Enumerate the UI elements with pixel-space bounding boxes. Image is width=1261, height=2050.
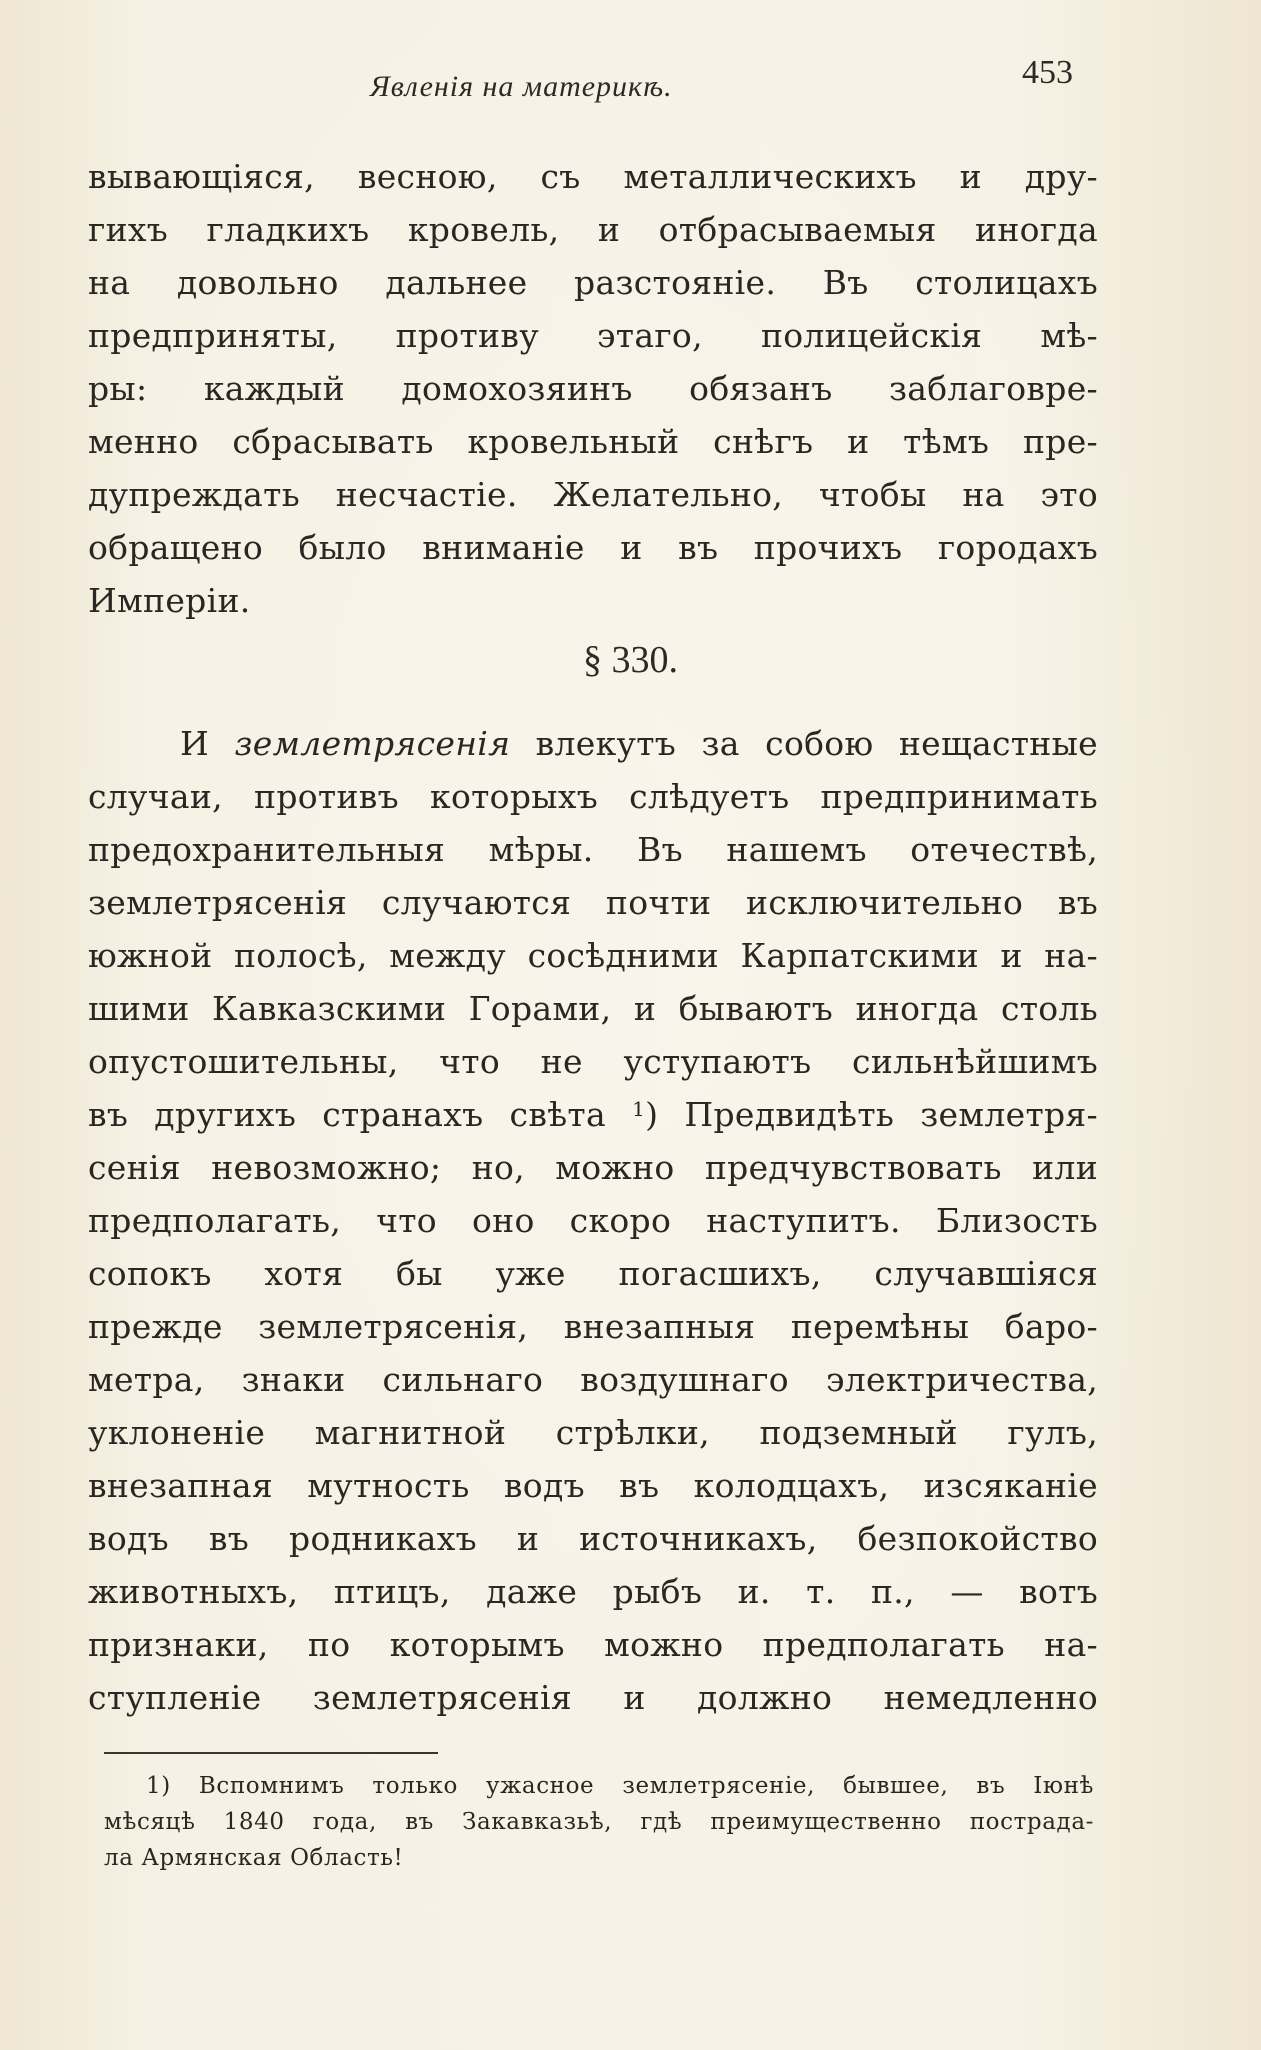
text-line: метра, знаки сильнаго воздушнаго электричества,	[88, 1360, 1098, 1399]
section-heading: § 330.	[583, 639, 678, 681]
text-line: ры: каждый домохозяинъ обязанъ заблаговре-	[88, 369, 1098, 408]
text-line: вывающіяся, весною, съ металлическихъ и дру-	[88, 157, 1098, 196]
line-rest: влекутъ за собою нещастные	[510, 724, 1098, 763]
footnote-line: 1) Вспомнимъ только ужасное землетрясеніе, бывшее, въ Іюнѣ	[146, 1773, 1094, 1799]
text-line-first	[88, 717, 1098, 770]
text-line: Имперіи.	[88, 581, 251, 620]
text-line: предохранительныя мѣры. Въ нашемъ отечествѣ,	[88, 830, 1098, 869]
text-line: животныхъ, птицъ, даже рыбъ и. т. п., — вотъ	[88, 1572, 1098, 1611]
text-line: землетрясенія случаются почти исключительно въ	[88, 883, 1098, 922]
text-line: ступленіе землетрясенія и должно немедленно	[88, 1678, 1098, 1717]
footnote-line: мѣсяцѣ 1840 года, въ Закавказьѣ, гдѣ преимущественно пострада-	[104, 1809, 1094, 1835]
text-line: менно сбрасывать кровельный снѣгъ и тѣмъ пре-	[88, 422, 1098, 461]
text-line: водъ въ родникахъ и источникахъ, безпокойство	[88, 1519, 1098, 1558]
footnote-marker: 1	[632, 1097, 646, 1121]
text-line: обращено было вниманіе и въ прочихъ городахъ	[88, 528, 1098, 567]
text-line: случаи, противъ которыхъ слѣдуетъ предпринимать	[88, 777, 1098, 816]
text-line-with-footnote	[88, 1088, 1098, 1141]
paragraph-continuation	[88, 150, 1098, 627]
text-line: сопокъ хотя бы уже погасшихъ, случавшіяся	[88, 1254, 1098, 1293]
line-start: въ другихъ странахъ свѣта	[88, 1095, 633, 1134]
footnote	[104, 1768, 1094, 1876]
text-line: уклоненіе магнитной стрѣлки, подземный гулъ,	[88, 1413, 1098, 1452]
text-line: признаки, по которымъ можно предполагать на-	[88, 1625, 1098, 1664]
text-line: прежде землетрясенія, внезапныя перемѣны баро-	[88, 1307, 1098, 1346]
text-line: дупреждать несчастіе. Желательно, чтобы на это	[88, 475, 1098, 514]
line-start: И	[180, 724, 235, 763]
text-line: предприняты, противу этаго, полицейскія мѣ-	[88, 316, 1098, 355]
line-rest: ) Предвидѣть землетря-	[645, 1095, 1098, 1134]
text-line: шими Кавказскими Горами, и бываютъ иногда столь	[88, 989, 1098, 1028]
text-line: южной полосѣ, между сосѣдними Карпатскими и на-	[88, 936, 1098, 975]
text-line: опустошительны, что не уступаютъ сильнѣйшимъ	[88, 1042, 1098, 1081]
running-title: Явленія на материкѣ.	[370, 70, 673, 103]
text-line: сенія невозможно; но, можно предчувствовать или	[88, 1148, 1098, 1187]
text-line: внезапная мутность водъ въ колодцахъ, изсяканіе	[88, 1466, 1098, 1505]
page-number: 453	[1022, 54, 1073, 91]
footnote-line: ла Армянская Область!	[104, 1845, 404, 1871]
footnote-rule	[104, 1752, 438, 1754]
text-line: предполагать, что оно скоро наступитъ. Близость	[88, 1201, 1098, 1240]
paragraph-earthquakes	[88, 717, 1098, 1724]
text-line: на довольно дальнее разстояніе. Въ столицахъ	[88, 263, 1098, 302]
emphasized-term: землетрясенія	[234, 724, 511, 763]
text-line: гихъ гладкихъ кровель, и отбрасываемыя иногда	[88, 210, 1098, 249]
